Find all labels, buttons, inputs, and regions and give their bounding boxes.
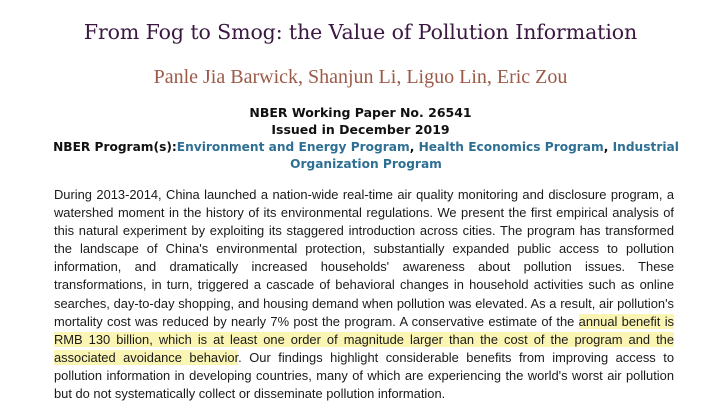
working-paper-number: NBER Working Paper No. 26541	[249, 105, 472, 120]
abstract-text-end: . Our findings highlight considerable benefits from improving access to pollution information in developing countries, many of which are experiencing the world's worst air pollution but do not systematically collect or disseminate pollution information.	[54, 349, 675, 402]
abstract	[54, 186, 674, 403]
paper-authors: Panle Jia Barwick, Shanjun Li, Liguo Lin, Eric Zou	[153, 66, 568, 88]
program-link-health-economics[interactable]: Health Economics Program	[418, 140, 604, 154]
paper-title: From Fog to Smog: the Value of Pollution Information	[83, 20, 638, 44]
issue-date: Issued in December 2019	[271, 122, 450, 137]
program-link-environment-energy[interactable]: Environment and Energy Program	[176, 140, 410, 154]
programs-label: NBER Program(s):	[53, 140, 177, 154]
program-separator: ,	[603, 140, 613, 154]
program-link-industrial-organization[interactable]: Industrial Organization Program	[290, 140, 679, 171]
abstract-text: During 2013-2014, China launched a nation-wide real-time air quality monitoring and disclosure program, a watershed moment in the history of its environmental regulations. We present the first empirical analysis of this natural experiment by exploiting its staggered introduction across cities. The program has transformed the landscape of China's environmental protection, substantially expanded public access to pollution information, and dramatically increased households' awareness about pollution issues. These transformations, in turn, triggered a cascade of behavioral changes in household activities such as online searches, day-to-day shopping, and housing demand when pollution was elevated. As a result, air pollution's mortality cost was reduced by nearly 7% post the program. A conservative estimate of the	[54, 187, 674, 329]
program-separator: ,	[409, 140, 419, 154]
abstract-highlight: annual benefit is RMB 130 billion, which is at least one order of magnitude larger than the cost of the program and the associated avoidance behavior	[54, 313, 674, 365]
programs-line	[16, 139, 716, 173]
